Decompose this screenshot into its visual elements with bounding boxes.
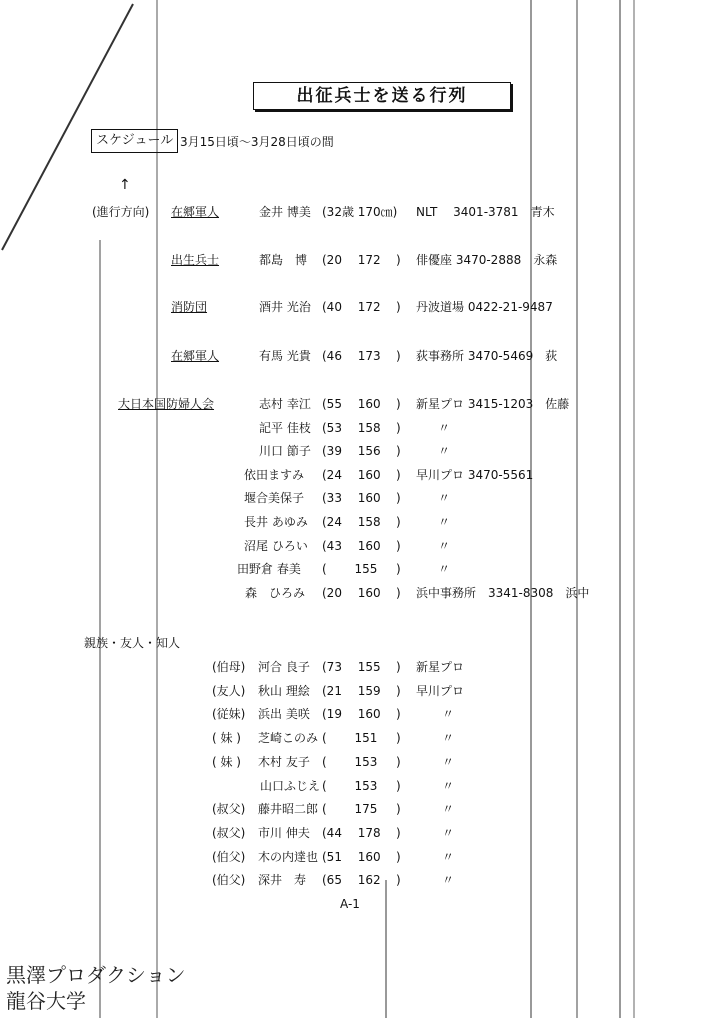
- watermark-line-2: 龍谷大学: [6, 989, 86, 1013]
- relative-close: ): [396, 660, 401, 674]
- member-age-height: (55 160: [322, 397, 381, 411]
- relative-name: 芝崎このみ: [258, 731, 319, 745]
- relative-age-height: ( 175: [322, 802, 378, 816]
- relative-contact: 新星プロ: [416, 660, 465, 674]
- relative-age-height: ( 151: [322, 731, 378, 745]
- relative-relation: (伯母): [212, 660, 246, 674]
- schedule-dates: 3月15日頃〜3月28日頃の間: [180, 135, 334, 149]
- group-label: 消防団: [171, 300, 208, 314]
- relative-age-height: (51 160: [322, 850, 381, 864]
- relative-close: ): [396, 850, 401, 864]
- relative-contact: 〃: [442, 826, 455, 840]
- relative-relation: (叔父): [212, 802, 246, 816]
- relative-name: 河合 良子: [258, 660, 310, 674]
- member-close: ): [396, 491, 401, 505]
- member-close: ): [396, 300, 401, 314]
- member-name: 堰合美保子: [244, 491, 305, 505]
- relative-age-height: (73 155: [322, 660, 381, 674]
- member-age-height: (20 160: [322, 586, 381, 600]
- watermark-line-1: 黒澤プロダクション: [6, 963, 186, 987]
- member-contact: 〃: [438, 421, 451, 435]
- member-contact: 俳優座 3470-2888 永森: [416, 253, 558, 267]
- member-name: 田野倉 春美: [237, 562, 301, 576]
- relative-contact: 〃: [442, 707, 455, 721]
- member-close: ): [396, 586, 401, 600]
- page-number: A-1: [340, 897, 360, 911]
- watermark: [6, 962, 186, 1014]
- member-contact: 荻事務所 3470-5469 荻: [416, 349, 558, 363]
- group-label: 在郷軍人: [171, 205, 220, 219]
- relative-contact: 〃: [442, 873, 455, 887]
- relative-close: ): [396, 731, 401, 745]
- relative-close: ): [396, 684, 401, 698]
- member-age-height: ( 155: [322, 562, 378, 576]
- member-name: 依田ますみ: [244, 468, 305, 482]
- relative-close: ): [396, 826, 401, 840]
- relative-contact: 〃: [442, 850, 455, 864]
- member-name: 森 ひろみ: [245, 586, 306, 600]
- member-close: ): [396, 539, 401, 553]
- relative-name: 深井 寿: [258, 873, 307, 887]
- member-close: ): [396, 468, 401, 482]
- member-name: 記平 佳枝: [259, 421, 311, 435]
- relative-contact: 早川プロ: [416, 684, 465, 698]
- relative-relation: ( 妹 ): [212, 755, 241, 769]
- member-close: ): [396, 515, 401, 529]
- member-contact: 〃: [438, 539, 451, 553]
- member-age-height: (39 156: [322, 444, 381, 458]
- relative-close: ): [396, 755, 401, 769]
- member-name: 川口 節子: [259, 444, 311, 458]
- relative-close: ): [396, 802, 401, 816]
- member-name: 有馬 光貴: [259, 349, 311, 363]
- relative-close: ): [396, 779, 401, 793]
- relative-name: 浜出 美咲: [258, 707, 310, 721]
- relative-relation: (友人): [212, 684, 246, 698]
- relative-close: ): [396, 707, 401, 721]
- group-label: 出生兵士: [171, 253, 220, 267]
- member-age-height: (43 160: [322, 539, 381, 553]
- group-label: 大日本国防婦人会: [118, 397, 215, 411]
- member-name: 酒井 光治: [259, 300, 311, 314]
- relative-contact: 〃: [442, 802, 455, 816]
- member-name: 長井 あゆみ: [244, 515, 308, 529]
- relative-name: 市川 伸夫: [258, 826, 310, 840]
- relative-close: ): [396, 873, 401, 887]
- relative-age-height: (44 178: [322, 826, 381, 840]
- member-age-height: (20 172: [322, 253, 381, 267]
- member-age-height: (40 172: [322, 300, 381, 314]
- relative-relation: (従妹): [212, 707, 246, 721]
- relative-age-height: (19 160: [322, 707, 381, 721]
- member-contact: 丹波道場 0422-21-9487: [416, 300, 553, 314]
- member-age-height: (33 160: [322, 491, 381, 505]
- relative-contact: 〃: [442, 779, 455, 793]
- member-age-height: (24 160: [322, 468, 381, 482]
- relatives-label: 親族・友人・知人: [84, 636, 181, 650]
- member-contact: 〃: [438, 491, 451, 505]
- document-title: 出征兵士を送る行列: [253, 82, 511, 110]
- relative-relation: ( 妹 ): [212, 731, 241, 745]
- member-close: ): [396, 397, 401, 411]
- member-age-height: (32歳 170㎝): [322, 205, 398, 219]
- relative-relation: (叔父): [212, 826, 246, 840]
- relative-age-height: (65 162: [322, 873, 381, 887]
- member-close: ): [396, 253, 401, 267]
- relative-contact: 〃: [442, 755, 455, 769]
- member-contact: 〃: [438, 515, 451, 529]
- member-name: 都島 博: [259, 253, 308, 267]
- member-name: 志村 幸江: [259, 397, 311, 411]
- relative-contact: 〃: [442, 731, 455, 745]
- group-label: 在郷軍人: [171, 349, 220, 363]
- member-age-height: (24 158: [322, 515, 381, 529]
- relative-relation: (伯父): [212, 850, 246, 864]
- member-close: ): [396, 444, 401, 458]
- relative-age-height: ( 153: [322, 755, 378, 769]
- member-close: ): [396, 349, 401, 363]
- schedule-label: スケジュール: [91, 129, 178, 153]
- relative-name: 秋山 理絵: [258, 684, 310, 698]
- relative-name: 山口ふじえ: [260, 779, 321, 793]
- member-contact: 新星プロ 3415-1203 佐藤: [416, 397, 570, 411]
- member-contact: 早川プロ 3470-5561: [416, 468, 534, 482]
- member-name: 沼尾 ひろい: [244, 539, 308, 553]
- member-close: ): [396, 562, 401, 576]
- member-age-height: (46 173: [322, 349, 381, 363]
- relative-age-height: (21 159: [322, 684, 381, 698]
- member-close: ): [396, 421, 401, 435]
- member-contact: 浜中事務所 3341-8308 浜中: [416, 586, 590, 600]
- relative-relation: (伯父): [212, 873, 246, 887]
- member-contact: NLT 3401-3781 青木: [416, 205, 555, 219]
- relative-name: 木村 友子: [258, 755, 310, 769]
- direction-arrow-icon: ↑: [119, 177, 131, 193]
- member-contact: 〃: [438, 562, 451, 576]
- relative-name: 藤井昭二郎: [258, 802, 319, 816]
- member-name: 金井 博美: [259, 205, 311, 219]
- relative-name: 木の内達也: [258, 850, 319, 864]
- direction-label: (進行方向): [92, 205, 150, 219]
- member-age-height: (53 158: [322, 421, 381, 435]
- relative-age-height: ( 153: [322, 779, 378, 793]
- member-contact: 〃: [438, 444, 451, 458]
